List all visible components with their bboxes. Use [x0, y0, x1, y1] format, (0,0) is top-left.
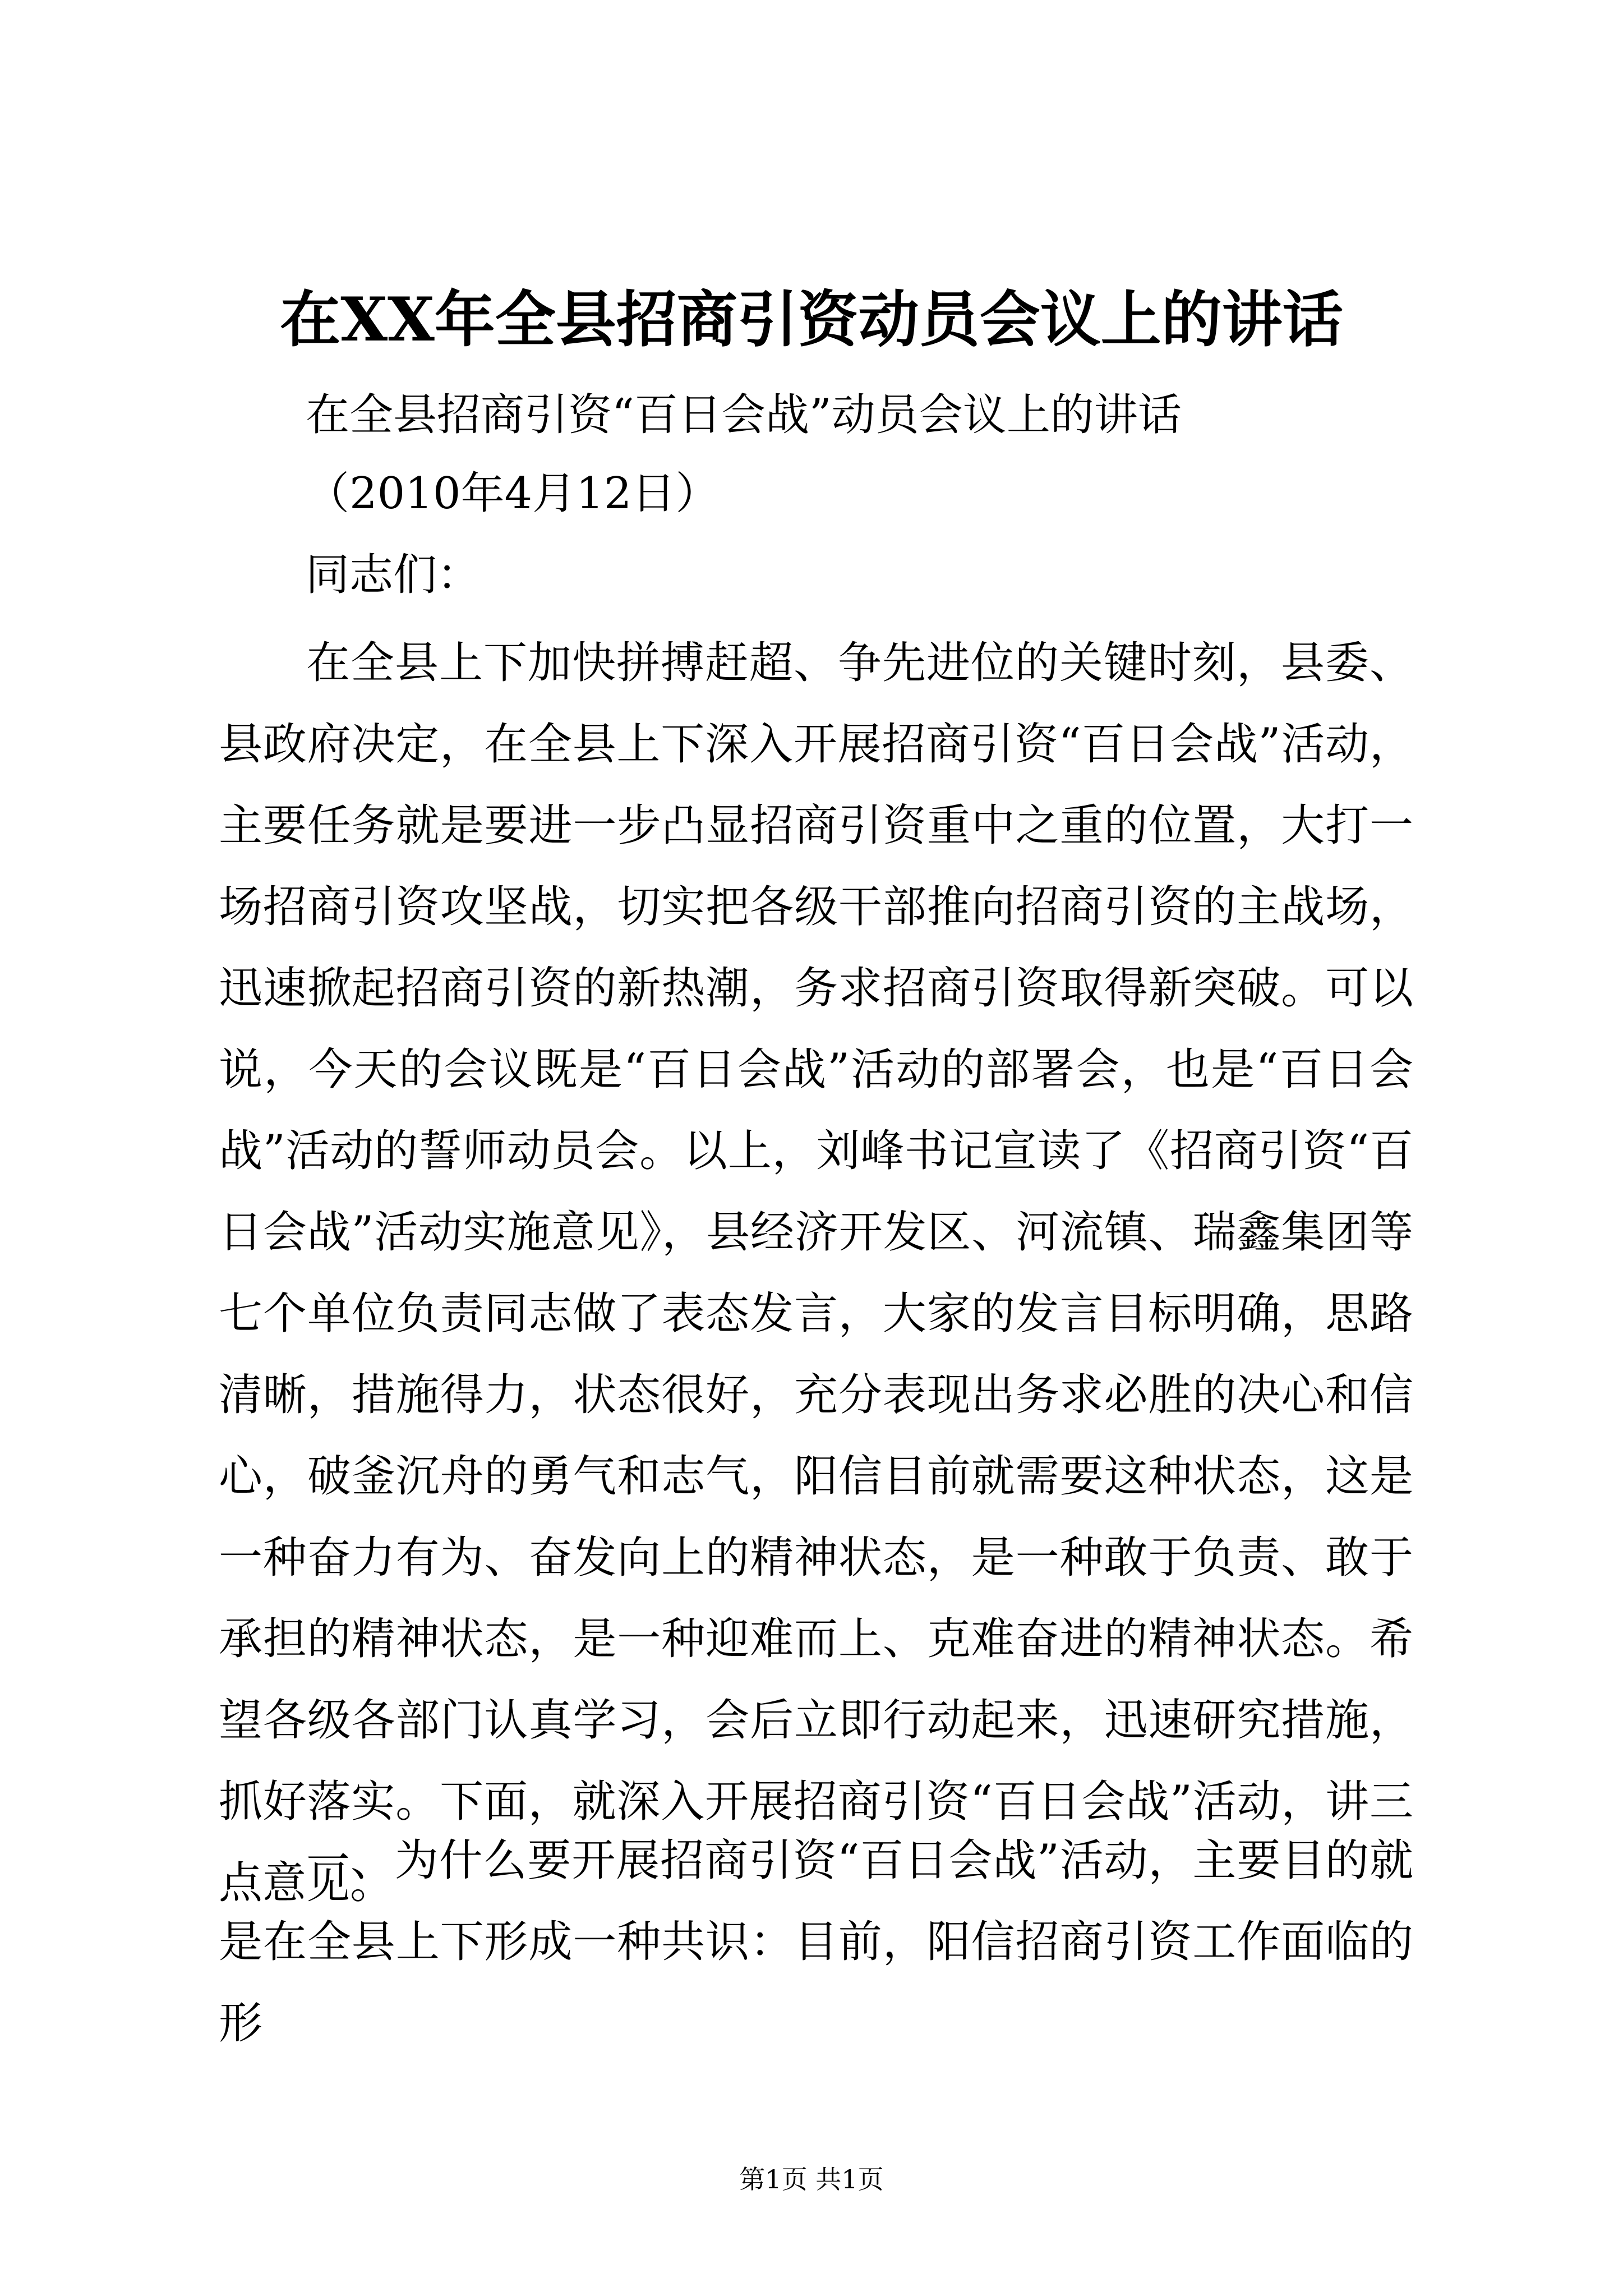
page-footer: 第1页 共1页: [739, 2164, 884, 2194]
speech-date: （2010年4月12日）: [306, 468, 720, 519]
greeting: 同志们：: [306, 550, 481, 600]
document-subtitle: 在全县招商引资“百日会战”动员会议上的讲话: [306, 390, 1182, 440]
body-paragraph: 一、为什么要开展招商引资“百日会战”活动，主要目的就是在全县上下形成一种共识：目前，阳信招商引资工作面临的形: [219, 1835, 1413, 2049]
document-title: 在XX年全县招商引资动员会议上的讲话: [280, 284, 1343, 355]
body-paragraph: 在全县上下加快拼搏赶超、争先进位的关键时刻，县委、县政府决定，在全县上下深入开展招商引资“百日会战”活动，主要任务就是要进一步凸显招商引资重中之重的位置，大打一场招商引资攻坚战，切实把各级干部推向招商引资的主战场，迅速掀起招商引资的新热潮，务求招商引资取得新突破。可以说，今天的会议既是“百日会战”活动的部署会，也是“百日会战”活动的誓师动员会。以上，刘峰书记宣读了《招商引资“百日会战”活动实施意见》，县经济开发区、河流镇、瑞鑫集团等七个单位负责同志做了表态发言，大家的发言目标明确，思路清晰，措施得力，状态很好，充分表现出务求必胜的决心和信心，破釜沉舟的勇气和志气，阳信目前就需要这种状态，这是一种奋力有为、奋发向上的精神状态，是一种敢于负责、敢于承担的精神状态，是一种迎难而上、克难奋进的精神状态。希望各级各部门认真学习，会后立即行动起来，迅速研究措施，抓好落实。下面，就深入开展招商引资“百日会战”活动，讲三点意见。: [219, 638, 1413, 1908]
